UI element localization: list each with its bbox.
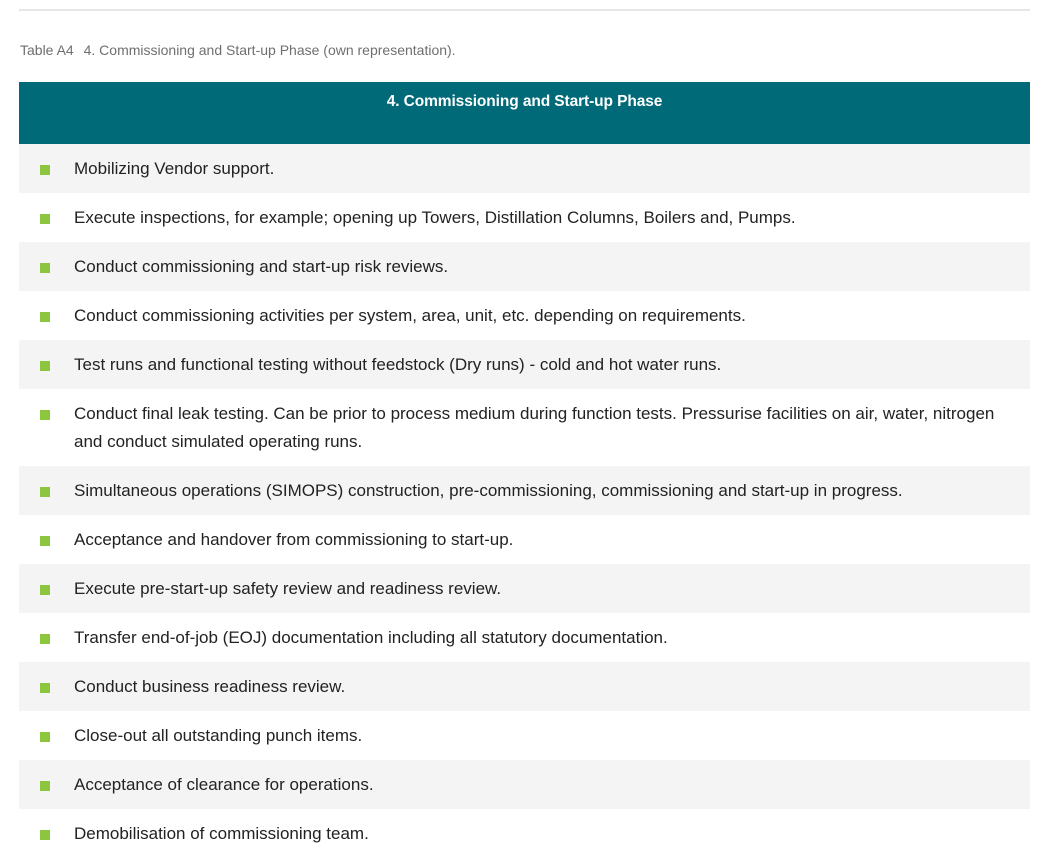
row-text: Conduct business readiness review.	[74, 677, 346, 696]
table-row	[19, 242, 1030, 291]
table-row	[19, 760, 1030, 809]
table-caption-title: 4. Commissioning and Start-up Phase (own representation).	[83, 42, 456, 58]
table-row	[19, 515, 1030, 564]
row-text: Transfer end-of-job (EOJ) documentation including all statutory documentation.	[74, 628, 668, 647]
table-row	[19, 389, 1030, 466]
table-header: 4. Commissioning and Start-up Phase	[19, 82, 1030, 144]
square-bullet-icon	[40, 410, 50, 420]
square-bullet-icon	[40, 165, 50, 175]
table-row	[19, 662, 1030, 711]
row-text: Execute inspections, for example; opening up Towers, Distillation Columns, Boilers and, Pumps.	[74, 208, 796, 227]
table-row	[19, 711, 1030, 760]
row-text: Execute pre-start-up safety review and readiness review.	[74, 579, 502, 598]
table-row	[19, 193, 1030, 242]
phase-table	[19, 82, 1030, 858]
row-text: Conduct final leak testing. Can be prior to process medium during function tests. Pressurise facilities on air, water, nitrogen and conduct simulated operating runs.	[74, 404, 995, 451]
table-row	[19, 564, 1030, 613]
square-bullet-icon	[40, 312, 50, 322]
square-bullet-icon	[40, 585, 50, 595]
table-body	[19, 144, 1030, 858]
table-caption-label: Table A4	[20, 42, 74, 58]
square-bullet-icon	[40, 361, 50, 371]
table-row	[19, 466, 1030, 515]
square-bullet-icon	[40, 683, 50, 693]
row-text: Mobilizing Vendor support.	[74, 159, 275, 178]
square-bullet-icon	[40, 214, 50, 224]
row-text: Test runs and functional testing without feedstock (Dry runs) - cold and hot water runs.	[74, 355, 722, 374]
table-row	[19, 340, 1030, 389]
square-bullet-icon	[40, 781, 50, 791]
row-text: Acceptance and handover from commissioning to start-up.	[74, 530, 514, 549]
row-text: Simultaneous operations (SIMOPS) construction, pre-commissioning, commissioning and start-up in progress.	[74, 481, 903, 500]
row-text: Demobilisation of commissioning team.	[74, 824, 369, 843]
row-text: Close-out all outstanding punch items.	[74, 726, 363, 745]
square-bullet-icon	[40, 536, 50, 546]
row-text: Conduct commissioning and start-up risk reviews.	[74, 257, 449, 276]
table-row	[19, 144, 1030, 193]
square-bullet-icon	[40, 732, 50, 742]
table-row	[19, 613, 1030, 662]
table-caption	[20, 42, 456, 58]
table-row	[19, 291, 1030, 340]
square-bullet-icon	[40, 487, 50, 497]
square-bullet-icon	[40, 830, 50, 840]
square-bullet-icon	[40, 263, 50, 273]
row-text: Acceptance of clearance for operations.	[74, 775, 374, 794]
table-row	[19, 809, 1030, 858]
row-text: Conduct commissioning activities per system, area, unit, etc. depending on requirements.	[74, 306, 746, 325]
top-divider	[19, 9, 1030, 11]
square-bullet-icon	[40, 634, 50, 644]
